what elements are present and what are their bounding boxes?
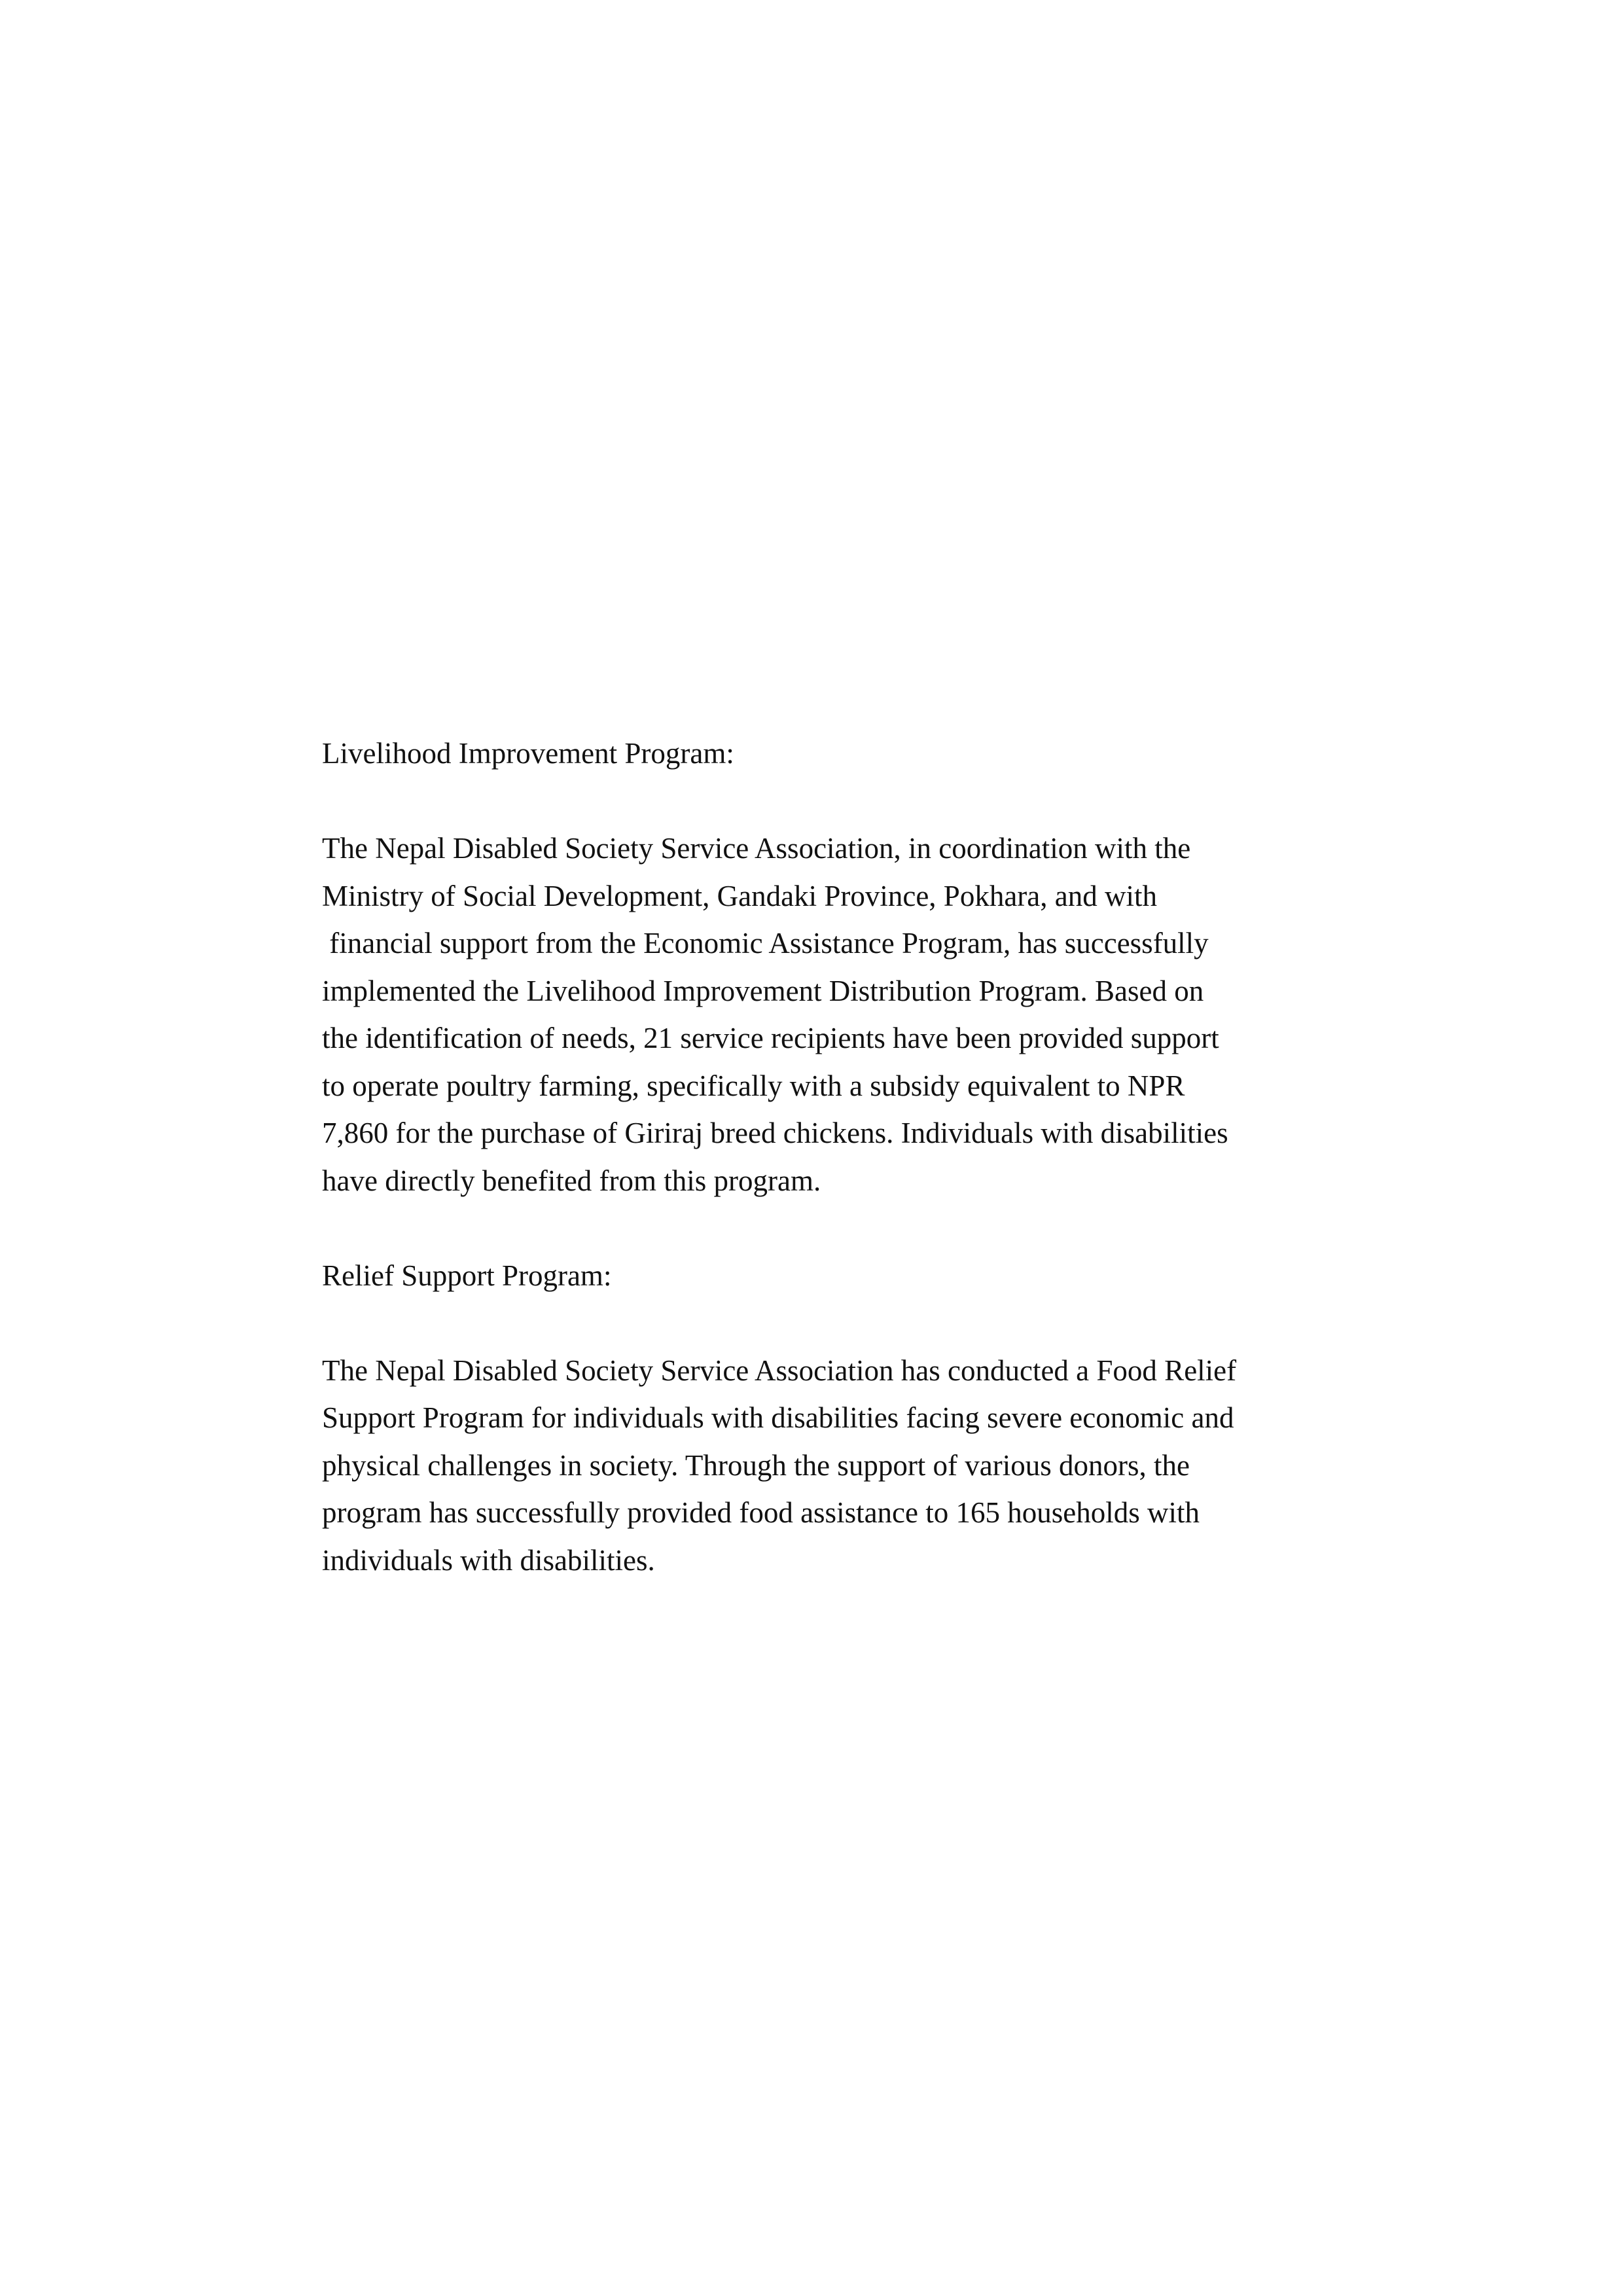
paragraph-line: have directly benefited from this program. [322, 1164, 821, 1197]
paragraph-gap [322, 1299, 1369, 1347]
paragraph-line: Ministry of Social Development, Gandaki Province, Pokhara, and with [322, 879, 1157, 912]
paragraph-line: Support Program for individuals with disabilities facing severe economic and [322, 1401, 1234, 1434]
paragraph-line: The Nepal Disabled Society Service Association has conducted a Food Relief [322, 1354, 1237, 1387]
paragraph-line: program has successfully provided food assistance to 165 households with [322, 1496, 1200, 1529]
paragraph-line: The Nepal Disabled Society Service Association, in coordination with the [322, 832, 1191, 865]
paragraph-line: implemented the Livelihood Improvement Distribution Program. Based on [322, 974, 1204, 1007]
document-body [322, 730, 1369, 1584]
paragraph-line: 7,860 for the purchase of Giriraj breed chickens. Individuals with disabilities [322, 1117, 1228, 1149]
paragraph-line: individuals with disabilities. [322, 1543, 655, 1577]
paragraph-livelihood [322, 825, 1369, 1204]
paragraph-gap [322, 778, 1369, 825]
paragraph-line: the identification of needs, 21 service recipients have been provided support [322, 1022, 1219, 1054]
paragraph-relief [322, 1347, 1369, 1585]
paragraph-line: financial support from the Economic Assistance Program, has successfully [322, 927, 1209, 960]
paragraph-line: to operate poultry farming, specifically with a subsidy equivalent to NPR [322, 1069, 1185, 1102]
section-heading-livelihood: Livelihood Improvement Program: [322, 737, 734, 770]
section-heading-relief: Relief Support Program: [322, 1259, 612, 1292]
paragraph-line: physical challenges in society. Through the support of various donors, the [322, 1448, 1190, 1482]
paragraph-gap [322, 1204, 1369, 1252]
